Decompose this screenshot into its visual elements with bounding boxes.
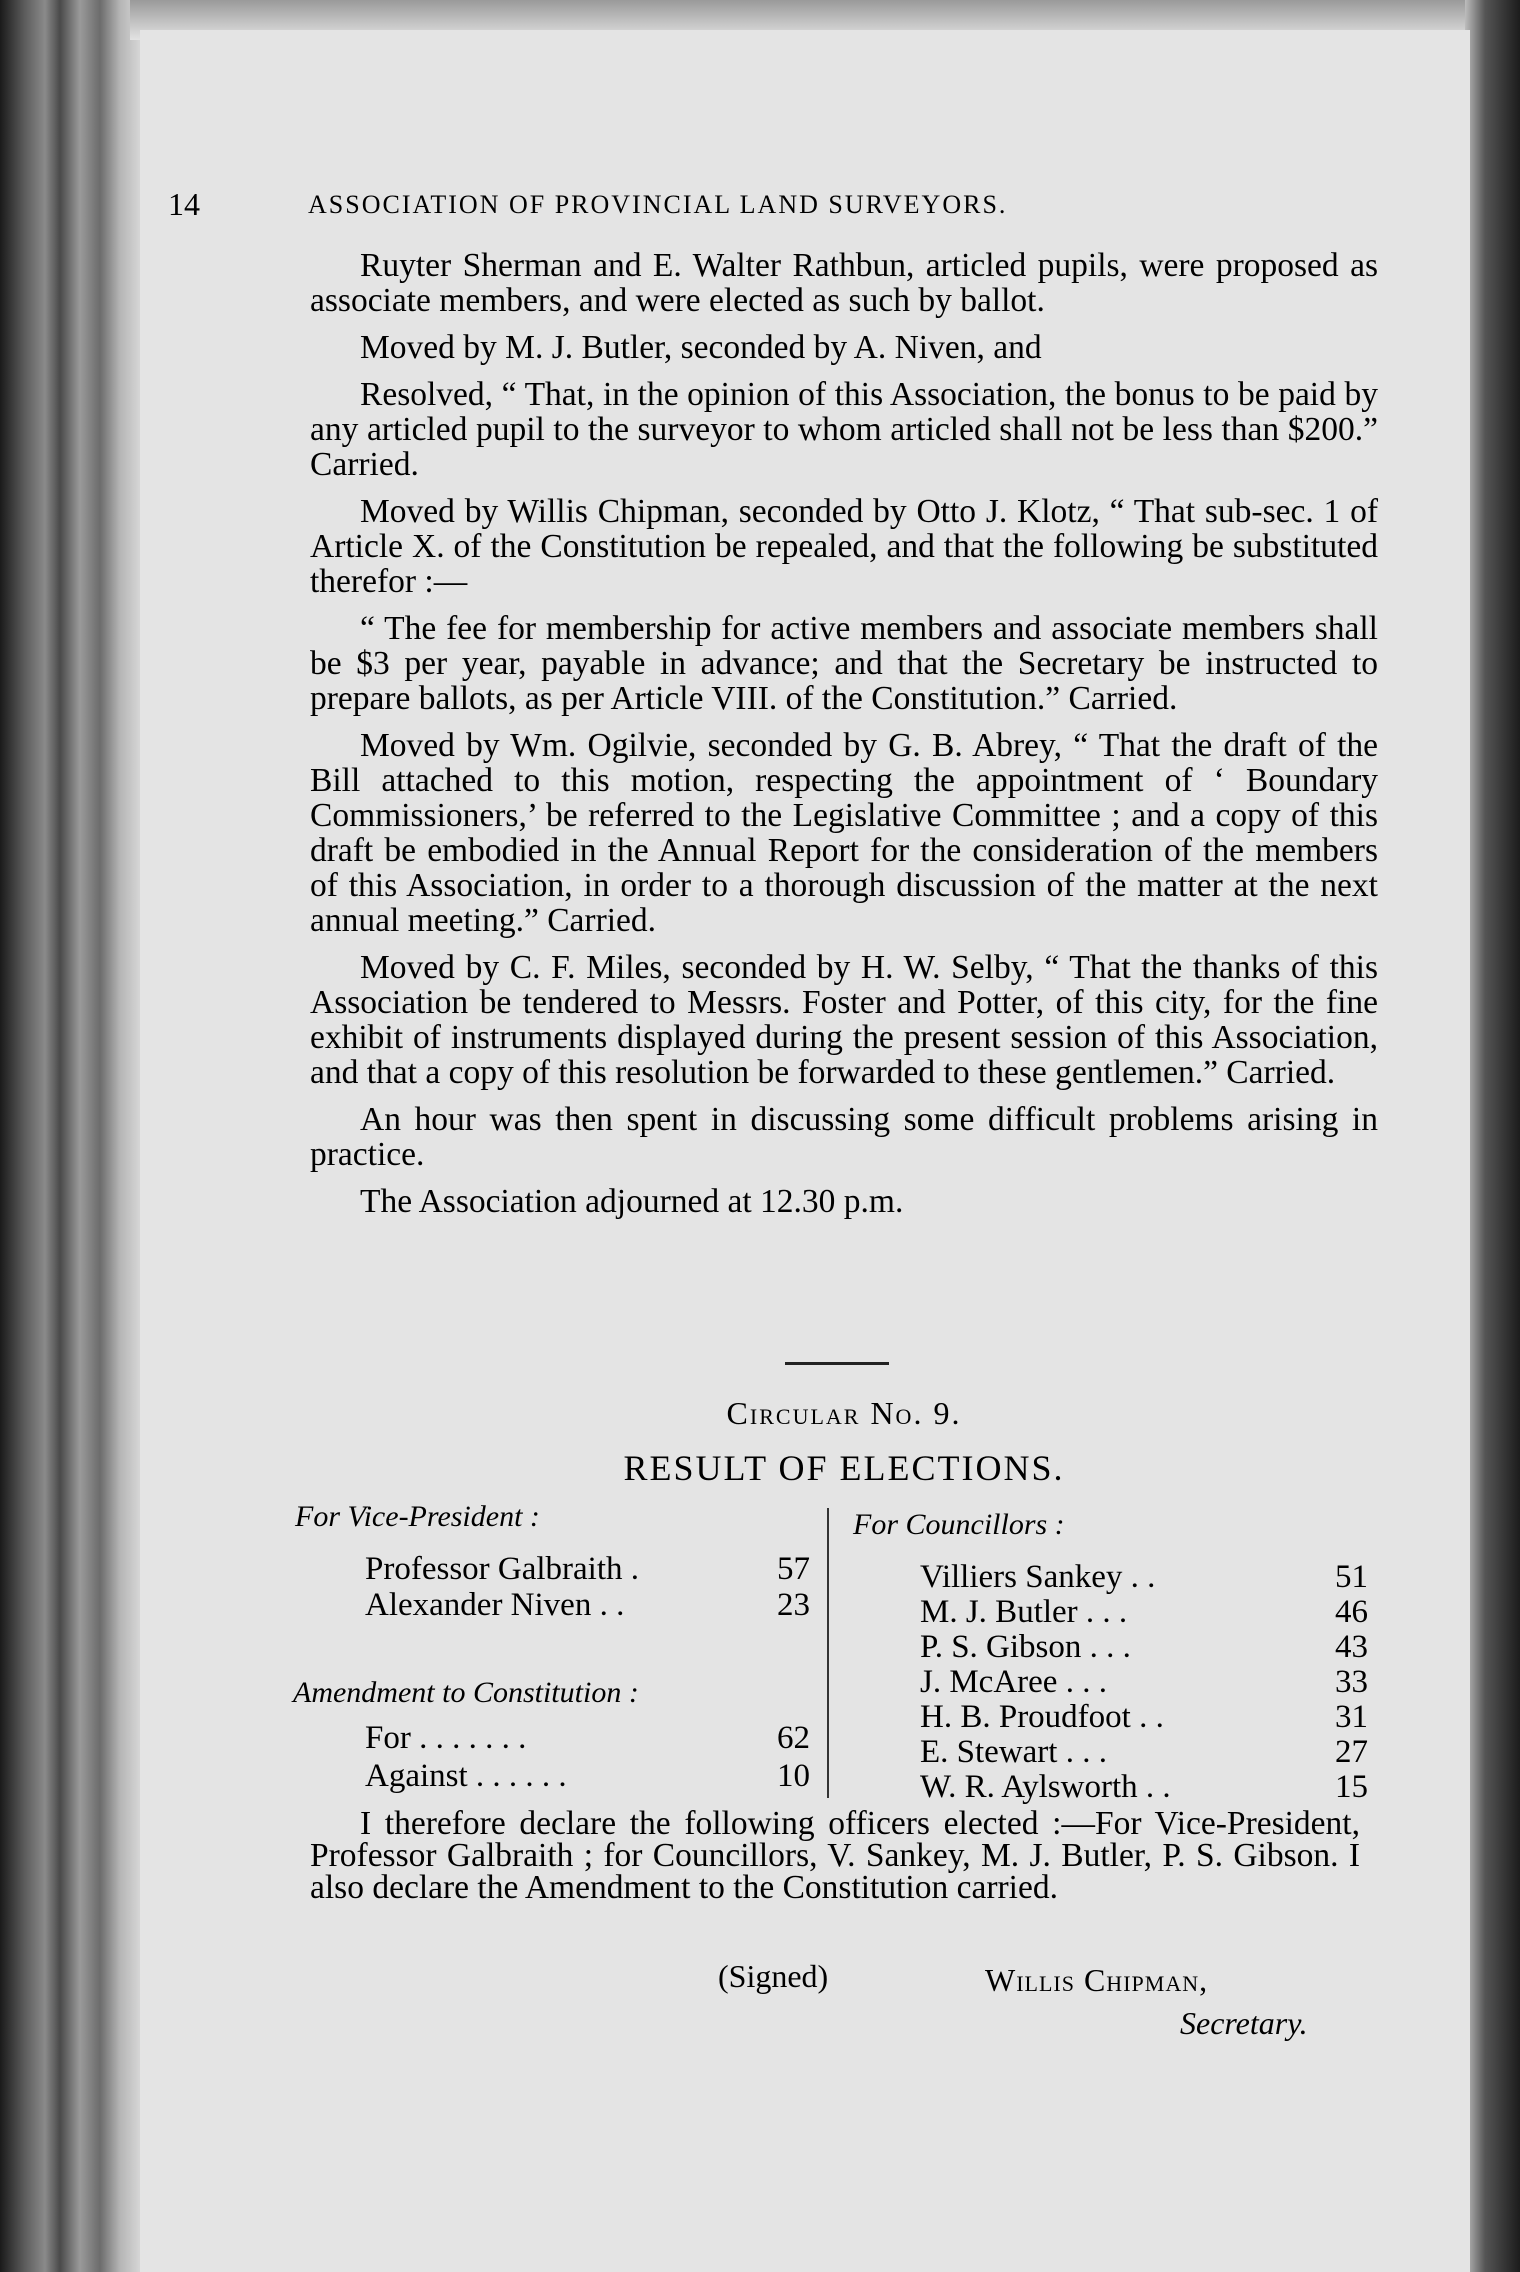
councillor-candidate-name: M. J. Butler . . .: [920, 1594, 1128, 1630]
signed-label: (Signed): [718, 1958, 829, 1994]
book-spine-edge: [0, 0, 150, 2272]
councillor-candidate-votes: 51: [1335, 1559, 1368, 1595]
vice-president-candidate-row: [365, 1552, 810, 1587]
vice-president-candidate-row: [365, 1588, 810, 1623]
paragraph: The Association adjourned at 12.30 p.m.: [360, 1183, 904, 1220]
paragraph: Moved by C. F. Miles, seconded by H. W. Selby, “ That the thanks of this Association be tendered to Messrs. Foster and Potter, of this city, for the fine exhibit of instruments displayed during the present session of this Association, and that a copy of this resolution be forwarded to these gentlemen.” Carried.: [310, 949, 1378, 1091]
councillor-candidate-votes: 27: [1335, 1734, 1368, 1770]
paragraph: An hour was then spent in discussing some difficult problems arising in practice.: [310, 1101, 1378, 1173]
amendment-option-row: [365, 1721, 810, 1756]
councillor-candidate-votes: 43: [1335, 1629, 1368, 1665]
paragraph: Moved by Willis Chipman, seconded by Otto J. Klotz, “ That sub-sec. 1 of Article X. of the Constitution be repealed, and that the following be substituted therefor :—: [310, 493, 1378, 600]
vice-president-candidate-votes: 57: [777, 1551, 810, 1587]
amendment-option-votes: 62: [777, 1720, 810, 1756]
signer-title: Secretary.: [1180, 2005, 1308, 2041]
paragraph: Moved by M. J. Butler, seconded by A. Niven, and: [360, 329, 1042, 366]
councillor-candidate-name: P. S. Gibson . . .: [920, 1629, 1131, 1665]
councillor-candidate-row: [920, 1630, 1368, 1665]
vice-president-candidate-name: Alexander Niven . .: [365, 1587, 625, 1623]
signer-name: Willis Chipman,: [985, 1962, 1209, 1998]
councillor-candidate-row: [920, 1735, 1368, 1770]
circular-number: Circular No. 9.: [726, 1395, 962, 1431]
councillor-candidate-row: [920, 1665, 1368, 1700]
declaration-text: I therefore declare the following officers elected :—For Vice-President, Professor Galbraith ; for Councillors, V. Sankey, M. J. Butler, P. S. Gibson. I also declare the Amendment to the Constitution carried.: [310, 1805, 1360, 1906]
councillor-candidate-votes: 46: [1335, 1594, 1368, 1630]
paragraph: Moved by Wm. Ogilvie, seconded by G. B. Abrey, “ That the draft of the Bill attached to this motion, respecting the appointment of ‘ Boundary Commissioners,’ be referred to the Legislative Committee ; and a copy of this draft be embodied in the Annual Report for the consideration of the members of this Association, in order to a thorough discussion of the matter at the next annual meeting.” Carried.: [310, 727, 1378, 939]
amendment-option-name: Against . . . . . .: [365, 1758, 567, 1794]
running-head: [168, 186, 1368, 223]
councillors-heading: For Councillors :: [853, 1508, 1065, 1541]
paragraph: Resolved, “ That, in the opinion of this Association, the bonus to be paid by any articled pupil to the surveyor to whom articled shall not be less than $200.” Carried.: [310, 376, 1378, 483]
book-right-edge: [1465, 0, 1520, 2272]
page-number: 14: [168, 186, 200, 222]
amendment-heading: Amendment to Constitution :: [293, 1676, 639, 1709]
section-rule: [785, 1362, 889, 1365]
vice-president-heading: For Vice-President :: [295, 1500, 540, 1533]
councillor-candidate-row: [920, 1770, 1368, 1805]
councillor-candidate-row: [920, 1595, 1368, 1630]
councillor-candidate-name: J. McAree . . .: [920, 1664, 1107, 1700]
councillor-candidate-votes: 15: [1335, 1769, 1368, 1805]
vice-president-candidate-votes: 23: [777, 1587, 810, 1623]
councillor-candidate-name: E. Stewart . . .: [920, 1734, 1107, 1770]
paragraph: “ The fee for membership for active members and associate members shall be $3 per year, payable in advance; and that the Secretary be instructed to prepare ballots, as per Article VIII. of the Constitution.” Carried.: [310, 610, 1378, 717]
amendment-option-name: For . . . . . . .: [365, 1720, 527, 1756]
column-divider: [827, 1508, 829, 1798]
result-title: RESULT OF ELECTIONS.: [623, 1448, 1065, 1488]
councillor-candidate-name: H. B. Proudfoot . .: [920, 1699, 1164, 1735]
paragraph: Ruyter Sherman and E. Walter Rathbun, articled pupils, were proposed as associate members, and were elected as such by ballot.: [310, 247, 1378, 319]
councillor-candidate-votes: 31: [1335, 1699, 1368, 1735]
councillor-candidate-row: [920, 1700, 1368, 1735]
minutes-body: [310, 248, 1378, 1231]
declaration: [310, 1805, 1360, 1906]
councillor-candidate-row: [920, 1560, 1368, 1595]
councillor-candidate-votes: 33: [1335, 1664, 1368, 1700]
councillor-candidate-name: W. R. Aylsworth . .: [920, 1769, 1171, 1805]
councillor-candidate-name: Villiers Sankey . .: [920, 1559, 1156, 1595]
amendment-option-row: [365, 1759, 810, 1794]
running-title: ASSOCIATION OF PROVINCIAL LAND SURVEYORS.: [308, 190, 1008, 219]
amendment-option-votes: 10: [777, 1758, 810, 1794]
vice-president-candidate-name: Professor Galbraith .: [365, 1551, 640, 1587]
